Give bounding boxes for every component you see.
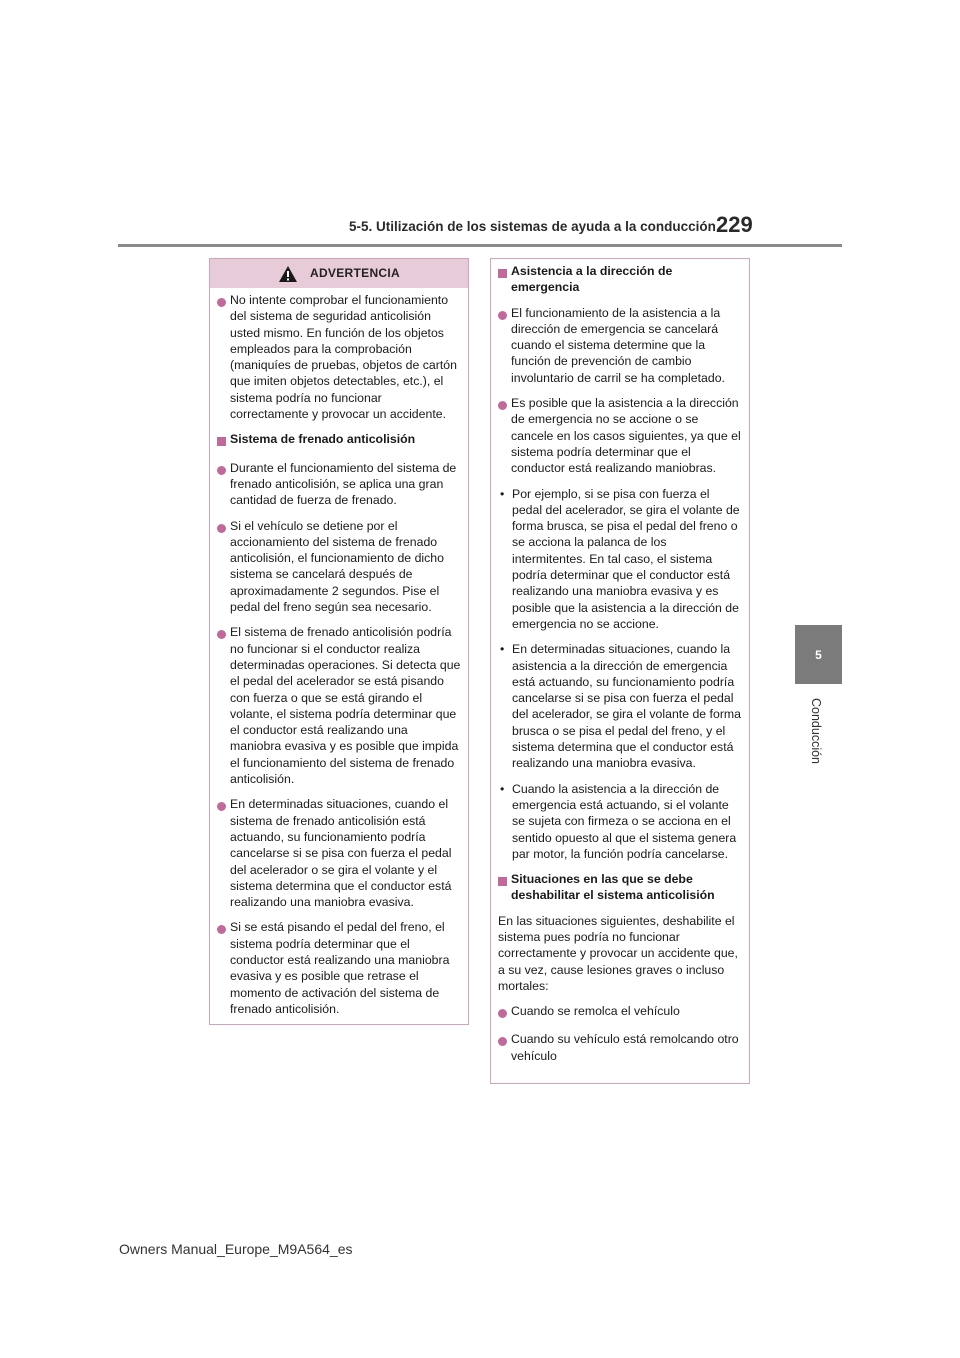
header-rule (118, 244, 842, 247)
dash-bullet: • (500, 486, 505, 501)
info-content (491, 259, 749, 1064)
list-item: Cuando se remolca el vehículo (498, 1003, 742, 1022)
warning-content (210, 288, 468, 1017)
heading-square-icon (498, 269, 507, 278)
list-item: No intente comprobar el funcionamiento del sistema de seguridad anticolisión usted mismo. En función de los objetos empleados para la comprobación (maniquíes de pruebas, objetos de cartón que imiten objetos detectables, etc.), el sistema podría no funcionar correctamente y provocar un accidente. (217, 292, 461, 422)
paragraph: En las situaciones siguientes, deshabilite el sistema pues podría no funcionar correctamente y provocar un accidente que, a su vez, cause lesiones graves o incluso mortales: (498, 913, 738, 993)
bullet-dot-icon (217, 466, 226, 475)
list-item: Es posible que la asistencia a la dirección de emergencia no se accione o se cancele en los casos siguientes, ya que el sistema podría determinar que el conductor está realizando maniobras. (498, 395, 742, 476)
bullet-dot-icon (217, 298, 226, 307)
dash-item: • Por ejemplo, si se pisa con fuerza el pedal del acelerador, se gira el volante de forma brusca, se pisa el pedal del freno o se acciona la palanca de los intermitentes. En tal caso, el sistema podría determinar que el conductor está realizando una maniobra evasiva y es posible que la asistencia a la dirección de emergencia no se accione. (500, 486, 740, 631)
bullet-dot-icon (217, 630, 226, 639)
section-heading: Sistema de frenado anticolisión (217, 431, 461, 450)
bullet-dot-icon (498, 1009, 507, 1018)
bullet-dot-icon (217, 925, 226, 934)
chapter-label-text: Conducción (809, 697, 823, 765)
dash-item: • En determinadas situaciones, cuando la asistencia a la dirección de emergencia está actuando, su funcionamiento podría cancelarse si se pisa con fuerza el pedal del acelerador, se gira el volante de forma brusca o se pisa el pedal del freno, y el sistema determina que el conductor está realizando una maniobra evasiva. (500, 642, 741, 771)
list-item: Si se está pisando el pedal del freno, el sistema podría determinar que el conductor está realizando una maniobra evasiva y es posible que retrase el momento de activación del sistema de frenado anticolisión. (217, 919, 461, 1017)
heading-square-icon (498, 877, 507, 886)
list-item: Cuando su vehículo está remolcando otro vehículo (498, 1031, 742, 1064)
list-item: El funcionamiento de la asistencia a la dirección de emergencia se cancelará cuando el sistema determine que la función de prevención de cambio involuntario de carril se ha completado. (498, 305, 742, 386)
dash-item: • Cuando la asistencia a la dirección de emergencia está actuando, si el volante se sujeta con firmeza o se acciona en el sentido opuesto al que el sistema genera par motor, la función podría cancelarse. (500, 781, 737, 861)
bullet-dot-icon (217, 802, 226, 811)
page-number: 229 (716, 212, 753, 237)
bullet-dot-icon (217, 524, 226, 533)
list-item: El sistema de frenado anticolisión podría no funcionar si el conductor realiza determinadas operaciones. Si detecta que el pedal del acelerador se está pisando con fuerza o que se está girando el volante, el sistema podría determinar que el conductor está realizando una maniobra evasiva y es posible que impida el funcionamiento del sistema de frenado anticolisión. (217, 624, 461, 787)
list-item: Durante el funcionamiento del sistema de frenado anticolisión, se aplica una gran cantidad de fuerza de frenado. (217, 460, 461, 509)
warning-triangle-icon (278, 265, 298, 283)
list-item: Si el vehículo se detiene por el accionamiento del sistema de frenado anticolisión, el funcionamiento de dicho sistema se cancelará después de aproximadamente 2 segundos. Pise el pedal del freno según sea necesario. (217, 518, 461, 616)
heading-square-icon (217, 437, 226, 446)
section-heading: Situaciones en las que se debe deshabilitar el sistema anticolisión (498, 871, 742, 904)
bullet-dot-icon (498, 1037, 507, 1046)
bullet-dot-icon (498, 401, 507, 410)
warning-label: ADVERTENCIA (310, 266, 400, 281)
dash-bullet: • (500, 642, 505, 657)
section-title: 5-5. Utilización de los sistemas de ayuda a la conducción (349, 219, 716, 234)
section-heading: Asistencia a la dirección de emergencia (498, 263, 742, 296)
warning-box (209, 258, 469, 1025)
warning-header (210, 259, 468, 288)
footer-text: Owners Manual_Europe_M9A564_es (119, 1241, 353, 1257)
chapter-label (794, 694, 838, 768)
chapter-tab: 5 (795, 625, 842, 684)
dash-bullet: • (500, 781, 505, 796)
info-box (490, 258, 750, 1084)
bullet-dot-icon (498, 311, 507, 320)
list-item: En determinadas situaciones, cuando el sistema de frenado anticolisión está actuando, su funcionamiento podría cancelarse si se pisa con fuerza el pedal del acelerador o se gira el volante y el sistema determina que el conductor está realizando una maniobra evasiva. (217, 796, 461, 910)
